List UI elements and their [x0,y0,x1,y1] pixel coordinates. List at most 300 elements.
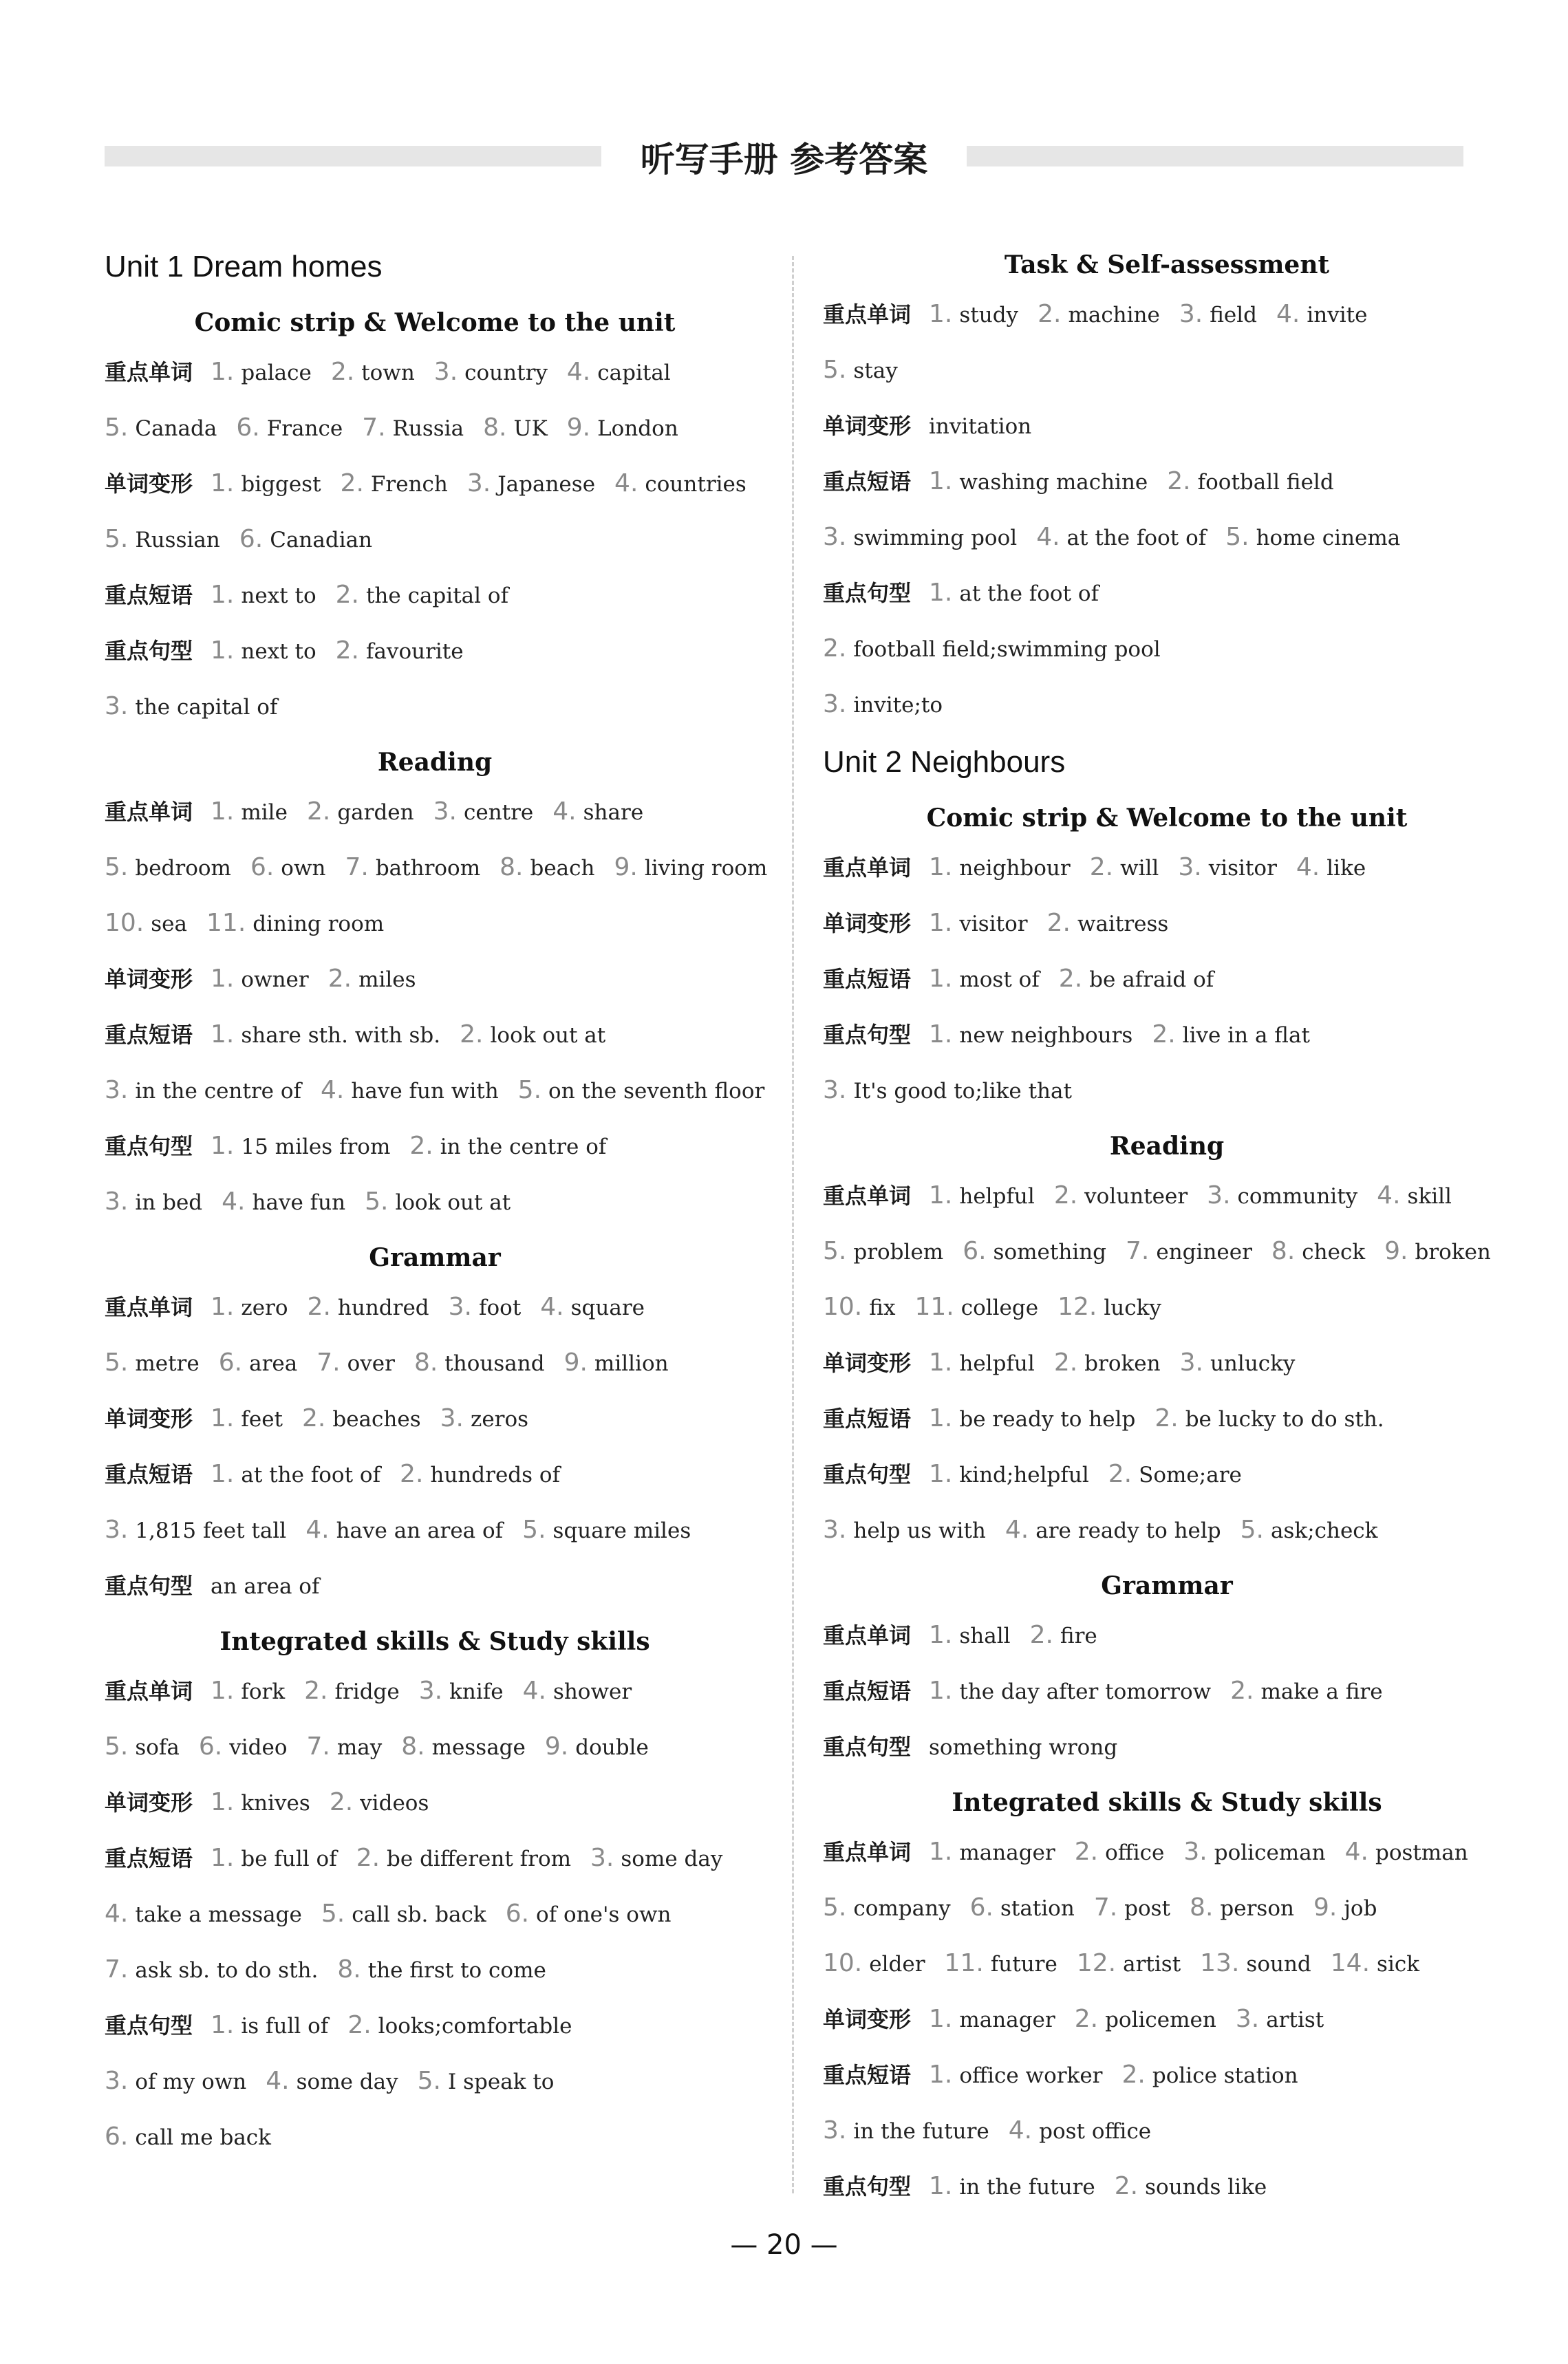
item-number: 1. [211,797,235,826]
item-answer: France [266,416,343,441]
item-number: 6. [239,525,264,553]
item-answer: knife [449,1679,504,1704]
item-answer: postman [1375,1840,1468,1865]
item-number: 9. [566,413,591,442]
answer-item [306,1732,383,1761]
answer-item [419,1679,504,1704]
answer-line [823,1234,1511,1269]
answer-item [614,469,747,497]
item-number: 3. [823,1076,847,1104]
answer-item [345,853,481,881]
answer-line [823,1891,1511,1926]
answer-item [1183,1840,1325,1865]
item-answer: area [249,1351,298,1376]
item-number: 4. [1036,523,1060,551]
item-number: 1. [211,1020,235,1049]
answer-item [823,2116,989,2145]
answer-line [823,2058,1511,2093]
item-answer: fridge [334,1679,400,1704]
item-number: 2. [356,1844,380,1872]
item-number: 1. [929,2172,953,2200]
item-number: 13. [1200,1949,1240,1977]
item-number: 4. [1008,2116,1033,2145]
answer-line [105,1513,765,1548]
item-number: 3. [823,690,847,718]
item-answer: feet [241,1407,283,1432]
item-number: 1. [211,1132,235,1160]
item-answer: the capital of [135,695,278,720]
category-label: 重点短语 [105,1022,193,1048]
item-number: 2. [327,965,352,993]
answer-item [105,1902,302,1927]
category-label: 重点单词 [105,1678,193,1704]
item-number: 4. [266,2067,290,2095]
item-answer: unlucky [1210,1351,1296,1376]
answer-line [823,1674,1511,1709]
item-number: 7. [345,853,369,881]
item-answer: problem [853,1240,944,1265]
answer-line [105,1897,765,1932]
item-answer: college [960,1296,1039,1320]
answer-item [506,1902,672,1927]
answer-item [1345,1840,1468,1865]
answer-item [1167,467,1334,495]
answer-item [433,358,548,386]
answer-line [823,1457,1511,1492]
item-number: 4. [1005,1516,1029,1544]
answer-line [823,1346,1511,1381]
item-answer: sick [1377,1952,1420,1977]
answer-item [211,1679,285,1704]
answer-item [1075,1840,1165,1865]
item-answer: may [336,1735,383,1760]
item-number: 2. [347,2011,372,2039]
item-answer: Some;are [1139,1463,1242,1487]
item-answer: on the seventh floor [548,1079,765,1104]
section-title: Task & Self-assessment [1004,250,1330,279]
item-number: 5. [105,1348,129,1377]
category-label: 单词变形 [823,2006,912,2032]
item-answer: skill [1407,1184,1452,1209]
answer-line [105,1841,765,1876]
section-title: Grammar [369,1243,501,1272]
item-number: 5. [823,356,847,384]
item-number: 1. [929,909,953,937]
answer-item [466,469,596,497]
answer-item [1235,2005,1324,2033]
item-number: 7. [105,1955,129,1984]
answer-item [914,1293,1039,1321]
answer-item [340,469,448,497]
item-answer: look out at [395,1190,511,1215]
item-answer: in the future [853,2119,989,2144]
item-answer: ask;check [1271,1518,1378,1543]
answer-item [305,1518,503,1543]
item-answer: be lucky to do sth. [1185,1407,1384,1432]
answer-item [1074,2005,1216,2033]
answer-item [929,1181,1035,1210]
item-number: 3. [823,2116,847,2145]
item-number: 10. [823,1949,863,1977]
answer-item [1377,1181,1452,1210]
item-number: 3. [1235,2005,1260,2033]
item-number: 14. [1330,1949,1371,1977]
item-answer: dining room [253,912,385,936]
answer-item [823,1076,1072,1104]
answer-item [823,1893,951,1922]
answer-item [1230,1679,1382,1704]
item-number: 1. [929,1838,953,1866]
item-answer: mile [241,800,288,825]
item-answer: have fun [252,1190,346,1215]
item-answer: centre [463,800,534,825]
answer-item [250,853,326,881]
category-label: 重点句型 [105,1573,193,1599]
answer-item [929,300,1019,328]
item-number: 3. [1183,1838,1207,1866]
answer-line [105,1457,765,1492]
answer-item [1126,1237,1252,1265]
item-answer: study [959,303,1019,327]
answer-item [523,1679,632,1704]
answer-item [563,1348,669,1377]
item-number: 2. [1089,853,1114,881]
answer-line [823,409,1511,444]
item-number: 5. [823,1893,847,1922]
answer-item [1046,909,1169,937]
item-answer: town [361,361,415,385]
item-answer: policeman [1214,1840,1326,1865]
page-title: 听写手册 参考答案 [640,140,928,180]
answer-item [328,967,416,992]
answer-line [105,1018,765,1053]
category-label: 单词变形 [105,1406,193,1432]
item-answer: be afraid of [1089,967,1214,992]
item-answer: police station [1152,2063,1298,2088]
item-number: 7. [316,1348,341,1377]
item-number: 6. [218,1348,243,1377]
answer-item [929,1404,1136,1432]
item-answer: in the future [959,2175,1095,2200]
answer-item [929,1735,1117,1760]
answer-item [433,797,534,826]
answer-line [823,2114,1511,2149]
answer-item [211,469,321,497]
item-answer: neighbour [959,856,1071,881]
item-answer: some day [296,2070,398,2094]
item-answer: hundred [337,1296,429,1320]
item-number: 3. [823,1516,847,1544]
item-answer: most of [959,967,1040,992]
category-label: 单词变形 [823,1350,912,1376]
answer-item [236,413,343,442]
item-answer: fork [241,1679,286,1704]
item-answer: shall [959,1624,1011,1648]
item-answer: hundreds of [430,1463,561,1487]
answer-item [1154,1404,1384,1432]
answer-line [823,850,1511,885]
answer-item [105,1190,202,1215]
item-answer: call me back [135,2125,271,2150]
category-label: 重点短语 [823,1406,912,1432]
item-number: 2. [1038,300,1062,328]
unit-title: Unit 1 Dream homes [105,250,383,283]
category-label: 单词变形 [105,1790,193,1816]
answer-line [823,1401,1511,1437]
item-answer: sound [1246,1952,1311,1977]
answer-item [823,523,1018,551]
answer-line [105,962,765,997]
answer-line [105,578,765,613]
category-label: 重点单词 [823,301,912,327]
answer-item [1008,2116,1152,2145]
item-answer: station [1000,1896,1075,1921]
answer-item [929,2063,1103,2088]
answer-item [540,1293,645,1321]
answer-item [1276,300,1368,328]
answer-item [356,1844,572,1872]
item-answer: Canadian [270,528,373,552]
item-answer: at the foot of [1066,526,1207,550]
answer-item [1200,1949,1311,1977]
item-answer: UK [513,416,548,441]
item-answer: be ready to help [959,1407,1136,1432]
item-number: 2. [1152,1020,1176,1049]
item-answer: future [990,1952,1057,1977]
item-number: 4. [614,469,638,497]
answer-item [329,1788,429,1816]
answer-item [1384,1237,1491,1265]
item-number: 6. [105,2123,129,2151]
section-title: Grammar [1101,1571,1233,1600]
item-answer: new neighbours [959,1023,1133,1048]
item-number: 1. [929,1181,953,1210]
item-answer: square [570,1296,645,1320]
answer-line [823,297,1511,332]
item-answer: post [1124,1896,1171,1921]
item-number: 1. [211,636,235,665]
item-answer: some day [621,1847,723,1871]
category-label: 单词变形 [823,910,912,936]
item-number: 3. [1207,1181,1231,1210]
category-label: 重点单词 [823,1622,912,1648]
answer-line [105,1785,765,1820]
answer-item [239,525,373,553]
answer-item [1076,1949,1181,1977]
item-number: 2. [1154,1404,1179,1432]
answer-line [105,2120,765,2155]
section-title: Integrated skills & Study skills [952,1788,1382,1817]
answer-item [929,1679,1211,1704]
item-answer: call sb. back [352,1902,486,1927]
item-answer: owner [241,967,309,992]
answer-item [566,413,678,442]
item-number: 2. [1058,965,1083,993]
item-number: 1. [929,300,953,328]
item-number: 2. [340,469,364,497]
item-answer: sofa [135,1735,180,1760]
category-label: 重点短语 [823,1678,912,1704]
item-number: 2. [302,1404,326,1432]
item-answer: thousand [444,1351,545,1376]
item-number: 6. [198,1732,223,1761]
item-answer: at the foot of [241,1463,381,1487]
answer-item [929,853,1071,881]
item-number: 12. [1057,1293,1097,1321]
item-number: 8. [1190,1893,1214,1922]
answer-item [1179,1348,1296,1377]
answer-item [211,1293,288,1321]
item-answer: post office [1039,2119,1152,2144]
item-number: 4. [1344,1838,1368,1866]
answer-item [414,1348,545,1377]
answer-item [823,358,898,383]
section-title: Integrated skills & Study skills [219,1627,650,1656]
item-number: 3. [1179,300,1203,328]
item-number: 6. [250,853,275,881]
item-number: 2. [335,581,359,609]
answer-item [1207,1181,1358,1210]
category-label: 重点句型 [105,1133,193,1159]
category-label: 重点单词 [823,1183,912,1209]
item-answer: fire [1060,1624,1097,1648]
answer-item [448,1293,522,1321]
item-answer: living room [644,856,768,881]
item-answer: an area of [211,1574,320,1599]
item-answer: at the foot of [959,581,1099,606]
answer-item [211,797,288,826]
item-answer: foot [479,1296,522,1320]
answer-item [105,1955,319,1984]
answer-line [823,1073,1511,1108]
answer-item [105,1076,302,1104]
item-answer: Russia [392,416,464,441]
category-label: 重点短语 [105,1845,193,1871]
item-answer: sounds like [1145,2175,1267,2200]
item-number: 3. [448,1293,473,1321]
answer-item [302,1404,421,1432]
answer-item [1036,523,1207,551]
answer-item [823,690,943,718]
answer-line [105,1674,765,1709]
item-number: 1. [211,1844,235,1872]
page-header [105,125,1463,187]
answer-item [500,853,595,881]
answer-item [1005,1518,1221,1543]
answer-line [823,2169,1511,2204]
answer-item [321,1902,486,1927]
category-label: 单词变形 [105,966,193,992]
item-answer: person [1220,1896,1294,1921]
answer-item [929,467,1148,495]
category-label: 重点单词 [823,1839,912,1865]
item-answer: engineer [1156,1240,1252,1265]
column-divider [792,256,794,2193]
answer-item [929,1020,1133,1049]
item-number: 1. [929,467,953,495]
answer-item [483,413,548,442]
item-answer: office worker [959,2063,1103,2088]
answer-item [929,909,1028,937]
answer-line [105,411,765,446]
section-title: Comic strip & Welcome to the unit [926,804,1408,832]
answer-item [206,909,385,937]
item-number: 1. [211,965,235,993]
item-answer: visitor [1208,856,1277,881]
item-number: 5. [321,1900,345,1928]
item-number: 5. [105,525,129,553]
answer-item [1108,1460,1242,1488]
item-answer: over [347,1351,395,1376]
item-number: 5. [105,853,129,881]
item-answer: country [464,361,548,385]
item-answer: of one's own [536,1902,672,1927]
answer-item [211,1020,441,1049]
item-number: 1. [211,1677,235,1705]
category-label: 单词变形 [823,413,912,439]
item-number: 1. [929,1621,953,1649]
answer-item [1053,1348,1161,1377]
answer-item [1190,1893,1294,1922]
item-answer: the day after tomorrow [959,1679,1212,1704]
item-answer: 15 miles from [241,1135,391,1159]
left-column [105,248,768,2175]
item-number: 3. [1178,853,1202,881]
item-answer: London [597,416,678,441]
item-number: 3. [823,523,847,551]
item-answer: in bed [135,1190,203,1215]
item-number: 4. [566,358,591,386]
item-number: 2. [330,358,355,386]
answer-item [944,1949,1057,1977]
answer-item [929,2005,1055,2033]
answer-item [1225,523,1401,551]
answer-item [929,1840,1055,1865]
item-answer: are ready to help [1035,1518,1221,1543]
item-answer: invite;to [853,693,943,718]
answer-item [105,853,231,881]
item-number: 1. [211,1293,235,1321]
answer-item [211,1460,381,1488]
item-number: 9. [544,1732,569,1761]
item-number: 7. [362,413,386,442]
category-label: 重点句型 [823,2173,912,2200]
item-answer: check [1302,1240,1366,1265]
item-answer: share sth. with sb. [241,1023,441,1048]
item-answer: home cinema [1256,526,1401,550]
answer-item [347,2011,572,2039]
item-answer: take a message [135,1902,302,1927]
item-number: 6. [963,1237,987,1265]
item-number: 2. [409,1132,433,1160]
answer-item [105,2125,271,2150]
answer-item [105,2067,247,2095]
answer-line [105,2008,765,2043]
item-answer: manager [959,1840,1055,1865]
answer-item [1296,853,1366,881]
item-number: 2. [304,1677,328,1705]
item-answer: million [594,1351,669,1376]
answer-line [823,1290,1511,1325]
item-number: 4. [1276,300,1300,328]
item-number: 2. [400,1460,424,1488]
item-number: 4. [305,1516,330,1544]
answer-item [222,1190,345,1215]
answer-item [266,2067,398,2095]
item-answer: helpful [959,1184,1035,1209]
answer-item [1059,967,1214,992]
answer-line [105,1129,765,1164]
